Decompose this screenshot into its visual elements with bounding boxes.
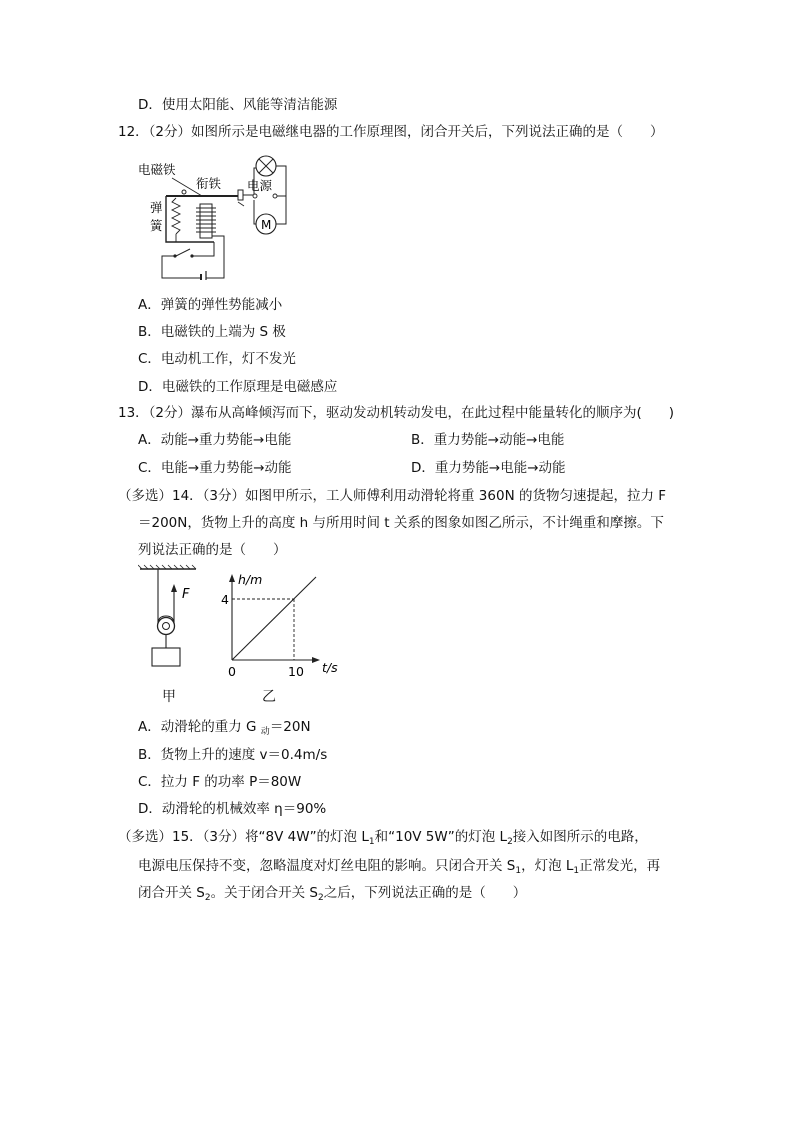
q14-option-b: B．货物上升的速度 v＝0.4m/s	[138, 747, 328, 763]
q14-stem-line-3: 列说法正确的是（ ）	[138, 542, 287, 558]
figure-yi-label: 乙	[262, 689, 276, 705]
y-axis-label: h/m	[238, 572, 263, 587]
q14-option-d: D．动滑轮的机械效率 η＝90%	[138, 801, 327, 817]
armature-label: 衔铁	[196, 176, 222, 191]
q14-option-a: A．动滑轮的重力 G $_动$＝20N	[138, 719, 311, 737]
q11-option-d: D．使用太阳能、风能等清洁能源	[138, 97, 338, 113]
q13-option-a: A．动能→重力势能→电能	[138, 432, 292, 448]
q12-option-d: D．电磁铁的工作原理是电磁感应	[138, 379, 338, 395]
y-tick-label: 4	[221, 592, 229, 607]
q13-option-c: C．电能→重力势能→动能	[138, 460, 292, 476]
q15-stem-line-3: 闭合开关 $S_2$。关于闭合开关 $S_2$之后，下列说法正确的是（ ）	[138, 885, 527, 903]
switch-icon	[176, 249, 190, 256]
height-time-graph	[212, 572, 348, 682]
origin-label: 0	[228, 664, 236, 679]
q15-stem-line-1: （多选）15．（3分）将“8V 4W”的灯泡 $L_1$和“10V 5W”的灯泡 $L_2$接入如图所示的电路，	[118, 829, 648, 847]
electromagnet-label: 电磁铁	[138, 162, 176, 177]
spring-coil	[172, 198, 180, 234]
power-source-label: 电源	[247, 178, 273, 193]
movable-pulley-icon	[158, 618, 175, 635]
spring-label-1: 弹	[150, 200, 163, 215]
electromagnet-core	[200, 204, 212, 238]
q15-stem-line-2: 电源电压保持不变，忽略温度对灯丝电阻的影响。只闭合开关 $S_1$，灯泡 $L_1$正常发光，再	[138, 858, 661, 876]
spring-label-2: 簧	[150, 218, 163, 233]
x-axis-label: t/s	[322, 660, 338, 675]
q12-option-c: C．电动机工作，灯不发光	[138, 351, 296, 367]
q12-option-b: B．电磁铁的上端为 S 极	[138, 324, 286, 340]
cargo-block	[152, 648, 180, 666]
pulley-figure	[138, 564, 202, 674]
x-tick-label: 10	[288, 664, 304, 679]
q14-option-c: C．拉力 F 的功率 P＝80W	[138, 774, 302, 790]
q14-stem-line-2: ＝200N，货物上升的高度 h 与所用时间 t 关系的图象如图乙所示，不计绳重和摩擦。下	[138, 515, 664, 531]
data-line	[232, 577, 316, 660]
q14-stem-line-1: （多选）14．（3分）如图甲所示，工人师傅利用动滑轮将重 360N 的货物匀速提起，拉力 F	[118, 488, 667, 504]
figure-jia-label: 甲	[162, 689, 176, 705]
electromagnet-coil	[196, 208, 216, 232]
force-arrow-icon	[171, 584, 177, 592]
relay-contact	[238, 190, 243, 200]
force-label: F	[182, 587, 190, 602]
q13-option-b: B．重力势能→动能→电能	[411, 432, 565, 448]
q13-stem: 13．（2分）瀑布从高峰倾泻而下，驱动发动机转动发电，在此过程中能量转化的顺序为( )	[118, 405, 675, 421]
relay-circuit-diagram	[134, 150, 294, 280]
q13-option-d: D．重力势能→电能→动能	[411, 460, 566, 476]
q12-stem: 12．（2分）如图所示是电磁继电器的工作原理图，闭合开关后，下列说法正确的是（ ）	[118, 124, 664, 140]
motor-label: M	[261, 218, 272, 232]
q12-option-a: A．弹簧的弹性势能减小	[138, 297, 283, 313]
